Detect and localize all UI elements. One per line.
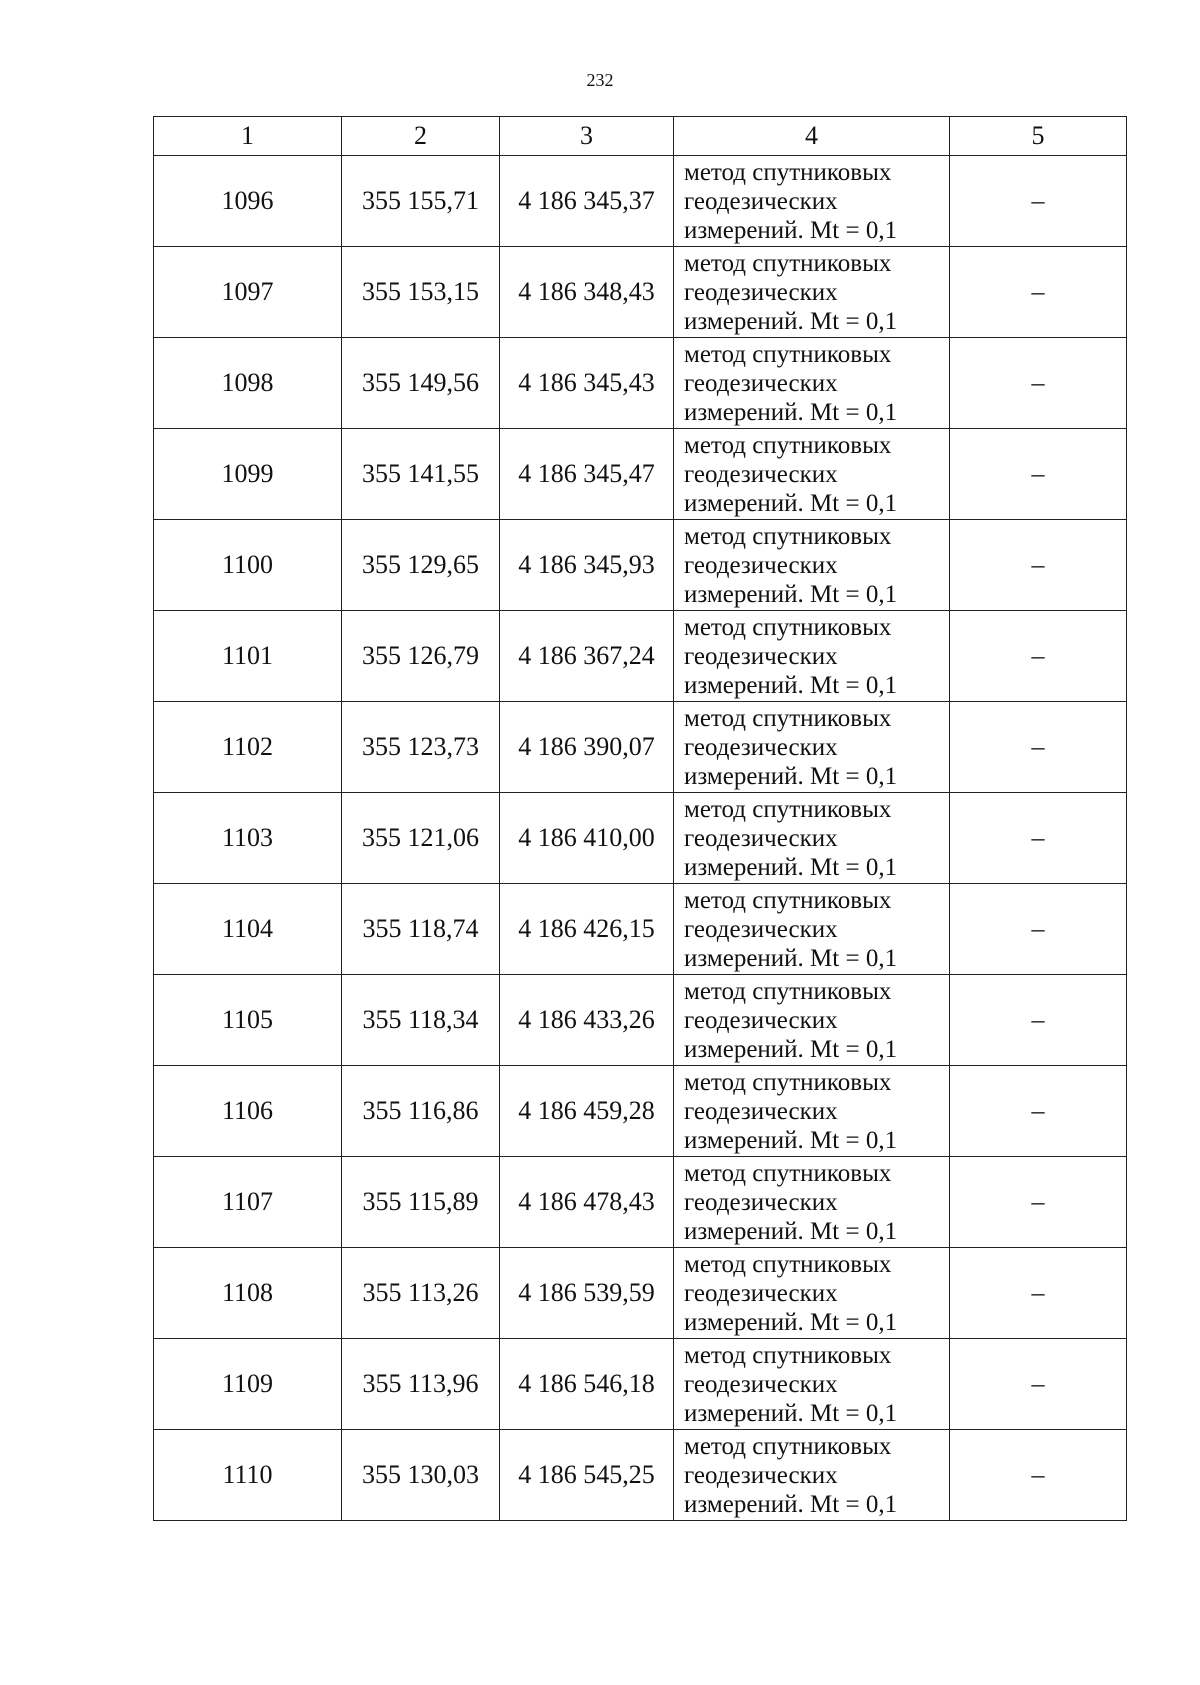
table-row: [154, 611, 1127, 702]
table-row: [154, 247, 1127, 338]
method-line: метод спутниковых: [684, 977, 892, 1005]
method-cell: [674, 793, 950, 884]
y-coordinate-cell: 4 186 345,47: [500, 429, 674, 520]
table-row: [154, 520, 1127, 611]
method-line: метод спутниковых: [684, 1250, 892, 1278]
x-coordinate-cell: 355 118,74: [342, 884, 500, 975]
point-number-cell: 1110: [154, 1430, 342, 1521]
column-header-1: 1: [154, 117, 342, 156]
method-line: геодезических: [684, 915, 838, 943]
method-line: измерений. Mt = 0,1: [684, 944, 898, 972]
method-cell: [674, 1248, 950, 1339]
method-line: геодезических: [684, 733, 838, 761]
y-coordinate-cell: 4 186 545,25: [500, 1430, 674, 1521]
note-cell: –: [950, 975, 1127, 1066]
method-cell: [674, 1157, 950, 1248]
x-coordinate-cell: 355 141,55: [342, 429, 500, 520]
method-line: измерений. Mt = 0,1: [684, 1490, 898, 1518]
point-number-cell: 1104: [154, 884, 342, 975]
method-cell: [674, 338, 950, 429]
point-number-cell: 1103: [154, 793, 342, 884]
method-line: измерений. Mt = 0,1: [684, 762, 898, 790]
method-cell: [674, 611, 950, 702]
point-number-cell: 1101: [154, 611, 342, 702]
y-coordinate-cell: 4 186 459,28: [500, 1066, 674, 1157]
x-coordinate-cell: 355 153,15: [342, 247, 500, 338]
method-line: метод спутниковых: [684, 795, 892, 823]
note-cell: –: [950, 156, 1127, 247]
note-cell: –: [950, 338, 1127, 429]
note-cell: –: [950, 611, 1127, 702]
note-cell: –: [950, 1339, 1127, 1430]
method-line: измерений. Mt = 0,1: [684, 1035, 898, 1063]
method-line: метод спутниковых: [684, 704, 892, 732]
table-header-row: [154, 117, 1127, 156]
note-cell: –: [950, 429, 1127, 520]
point-number-cell: 1097: [154, 247, 342, 338]
table-row: [154, 1066, 1127, 1157]
point-number-cell: 1108: [154, 1248, 342, 1339]
x-coordinate-cell: 355 116,86: [342, 1066, 500, 1157]
note-cell: –: [950, 702, 1127, 793]
y-coordinate-cell: 4 186 539,59: [500, 1248, 674, 1339]
point-number-cell: 1100: [154, 520, 342, 611]
table-row: [154, 1248, 1127, 1339]
method-line: метод спутниковых: [684, 249, 892, 277]
column-header-4: 4: [674, 117, 950, 156]
method-line: геодезических: [684, 369, 838, 397]
table-row: [154, 1430, 1127, 1521]
method-line: измерений. Mt = 0,1: [684, 1126, 898, 1154]
table-row: [154, 793, 1127, 884]
point-number-cell: 1098: [154, 338, 342, 429]
x-coordinate-cell: 355 126,79: [342, 611, 500, 702]
y-coordinate-cell: 4 186 345,93: [500, 520, 674, 611]
method-line: измерений. Mt = 0,1: [684, 1217, 898, 1245]
y-coordinate-cell: 4 186 345,37: [500, 156, 674, 247]
method-line: метод спутниковых: [684, 1341, 892, 1369]
method-line: метод спутниковых: [684, 613, 892, 641]
method-line: метод спутниковых: [684, 340, 892, 368]
table-body: [154, 156, 1127, 1521]
method-line: метод спутниковых: [684, 1432, 892, 1460]
point-number-cell: 1106: [154, 1066, 342, 1157]
method-line: геодезических: [684, 1461, 838, 1489]
y-coordinate-cell: 4 186 410,00: [500, 793, 674, 884]
method-cell: [674, 1066, 950, 1157]
y-coordinate-cell: 4 186 390,07: [500, 702, 674, 793]
x-coordinate-cell: 355 115,89: [342, 1157, 500, 1248]
method-cell: [674, 247, 950, 338]
coordinates-table: [153, 116, 1127, 1521]
table-row: [154, 884, 1127, 975]
x-coordinate-cell: 355 121,06: [342, 793, 500, 884]
method-cell: [674, 429, 950, 520]
column-header-3: 3: [500, 117, 674, 156]
method-line: измерений. Mt = 0,1: [684, 1399, 898, 1427]
method-line: геодезических: [684, 460, 838, 488]
method-line: геодезических: [684, 551, 838, 579]
page-number: 232: [586, 70, 614, 90]
point-number-cell: 1096: [154, 156, 342, 247]
x-coordinate-cell: 355 129,65: [342, 520, 500, 611]
note-cell: –: [950, 247, 1127, 338]
method-line: метод спутниковых: [684, 1159, 892, 1187]
method-cell: [674, 1339, 950, 1430]
column-header-2: 2: [342, 117, 500, 156]
point-number-cell: 1099: [154, 429, 342, 520]
method-line: измерений. Mt = 0,1: [684, 853, 898, 881]
method-line: метод спутниковых: [684, 158, 892, 186]
note-cell: –: [950, 1248, 1127, 1339]
table-row: [154, 1157, 1127, 1248]
point-number-cell: 1109: [154, 1339, 342, 1430]
method-line: геодезических: [684, 187, 838, 215]
note-cell: –: [950, 884, 1127, 975]
method-line: измерений. Mt = 0,1: [684, 216, 898, 244]
note-cell: –: [950, 520, 1127, 611]
table-row: [154, 702, 1127, 793]
x-coordinate-cell: 355 155,71: [342, 156, 500, 247]
y-coordinate-cell: 4 186 426,15: [500, 884, 674, 975]
method-cell: [674, 156, 950, 247]
note-cell: –: [950, 793, 1127, 884]
method-cell: [674, 1430, 950, 1521]
method-line: геодезических: [684, 1188, 838, 1216]
x-coordinate-cell: 355 118,34: [342, 975, 500, 1066]
method-line: геодезических: [684, 278, 838, 306]
table-row: [154, 1339, 1127, 1430]
method-line: геодезических: [684, 824, 838, 852]
point-number-cell: 1107: [154, 1157, 342, 1248]
table-row: [154, 975, 1127, 1066]
method-line: измерений. Mt = 0,1: [684, 580, 898, 608]
method-line: геодезических: [684, 1370, 838, 1398]
method-line: измерений. Mt = 0,1: [684, 398, 898, 426]
x-coordinate-cell: 355 149,56: [342, 338, 500, 429]
table-row: [154, 429, 1127, 520]
method-line: метод спутниковых: [684, 431, 892, 459]
point-number-cell: 1102: [154, 702, 342, 793]
x-coordinate-cell: 355 130,03: [342, 1430, 500, 1521]
y-coordinate-cell: 4 186 546,18: [500, 1339, 674, 1430]
method-line: геодезических: [684, 642, 838, 670]
method-line: метод спутниковых: [684, 522, 892, 550]
column-header-5: 5: [950, 117, 1127, 156]
method-line: измерений. Mt = 0,1: [684, 489, 898, 517]
y-coordinate-cell: 4 186 433,26: [500, 975, 674, 1066]
method-line: геодезических: [684, 1279, 838, 1307]
method-line: измерений. Mt = 0,1: [684, 1308, 898, 1336]
method-cell: [674, 975, 950, 1066]
y-coordinate-cell: 4 186 345,43: [500, 338, 674, 429]
method-cell: [674, 884, 950, 975]
y-coordinate-cell: 4 186 367,24: [500, 611, 674, 702]
x-coordinate-cell: 355 113,26: [342, 1248, 500, 1339]
method-line: метод спутниковых: [684, 1068, 892, 1096]
y-coordinate-cell: 4 186 478,43: [500, 1157, 674, 1248]
method-line: измерений. Mt = 0,1: [684, 307, 898, 335]
x-coordinate-cell: 355 123,73: [342, 702, 500, 793]
note-cell: –: [950, 1430, 1127, 1521]
method-line: геодезических: [684, 1006, 838, 1034]
x-coordinate-cell: 355 113,96: [342, 1339, 500, 1430]
note-cell: –: [950, 1066, 1127, 1157]
method-line: геодезических: [684, 1097, 838, 1125]
method-line: измерений. Mt = 0,1: [684, 671, 898, 699]
table-row: [154, 156, 1127, 247]
method-cell: [674, 520, 950, 611]
point-number-cell: 1105: [154, 975, 342, 1066]
method-line: метод спутниковых: [684, 886, 892, 914]
y-coordinate-cell: 4 186 348,43: [500, 247, 674, 338]
note-cell: –: [950, 1157, 1127, 1248]
method-cell: [674, 702, 950, 793]
table-row: [154, 338, 1127, 429]
